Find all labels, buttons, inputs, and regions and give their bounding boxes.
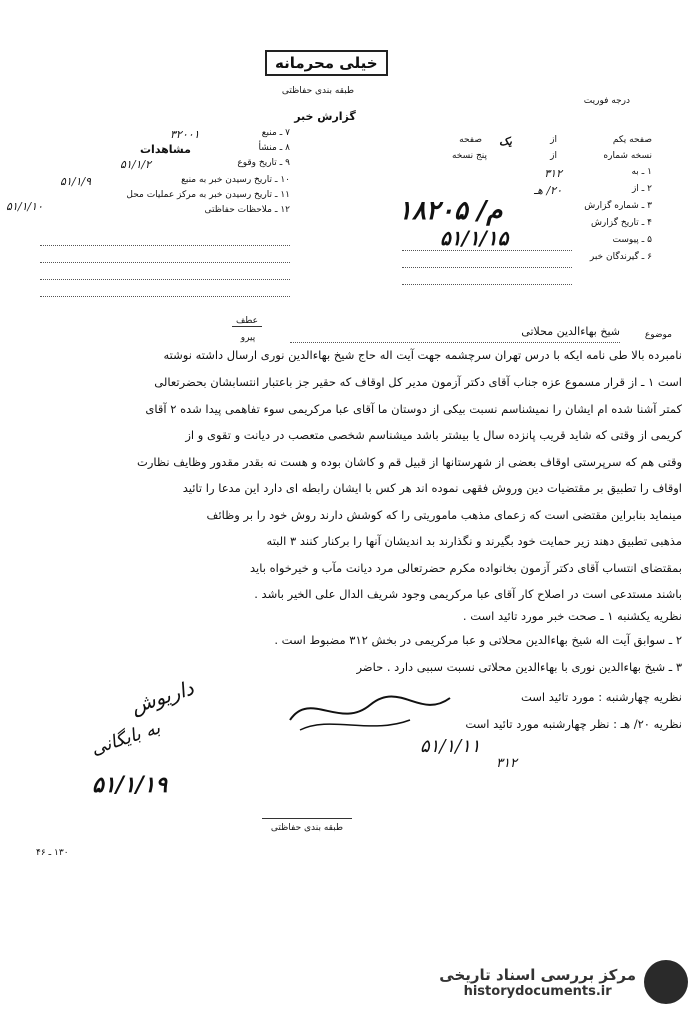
body-line: است ۱ ـ از قرار مسموع عزه جناب آقای دکتر آزمون مدیر کل اوقاف که حقیر جز باعتبار انتسابشان بحضرتعالی (154, 375, 682, 389)
separator-line (402, 250, 572, 251)
source-received-field (40, 175, 290, 190)
to-field (402, 167, 652, 184)
origin-field (40, 143, 290, 158)
urgency-label: درجه فوریت (583, 96, 630, 106)
report-date-label: ۴ ـ تاریخ گزارش (590, 218, 652, 228)
subject-label: موضوع (644, 330, 672, 340)
report-title: گزارش خبر (294, 110, 356, 123)
center-received-value: ۵۱/۱/۱۰ (6, 200, 43, 213)
opinion-line: ۲ ـ سوابق آیت اله شیخ بهاءالدین محلاتی و عبا مرکریمی در بخش ۳۱۲ مضبوط است . (274, 633, 682, 647)
from-field-label: ۲ ـ از (631, 184, 652, 194)
peyro-label: پیرو (240, 333, 256, 343)
handwritten-date: ۵۱/۱/۱۱ (420, 736, 481, 757)
separator-line (402, 284, 572, 285)
logo-icon (644, 960, 688, 1004)
form-code: ۱۳۰ ـ ۴۶ (36, 848, 69, 858)
source-received-label: ۱۰ ـ تاریخ رسیدن خبر به منبع (181, 175, 290, 185)
page-field (402, 135, 652, 151)
report-number-label: ۳ ـ شماره گزارش (584, 201, 652, 211)
body-line: کمتر آشنا شده ام ایشان را نمیشناسم نسبت بیکی از دوستان ما آقای عبا مرکریمی سوء تفاهمی پیدا شده ۲ آقای (145, 402, 682, 416)
origin-value: مشاهدات (140, 143, 191, 156)
body-line: مینماید بنابراین مقتضی است که زعمای مذهب ماموریتی را که کوشش دارند روش خود را بر وظائف (206, 508, 682, 522)
classification-stamp (265, 50, 388, 76)
page-field-value: یک (499, 135, 512, 148)
page-field-label: صفحه یکم (612, 135, 652, 145)
report-date-handwritten: ۵۱/۱/۱۵ (440, 226, 509, 250)
recipients-label: ۶ ـ گیرندگان خبر (589, 252, 652, 262)
source-label: ۷ ـ منبع (261, 128, 290, 138)
source-value: ۳۲۰۰۱ (170, 128, 200, 141)
copy-field (402, 151, 652, 167)
subject-value: شیخ بهاءالدین محلاتی (521, 325, 620, 338)
body-line: باشند مستدعی است در اصلاح کار آقای عبا مرکریمی وجود شریف الدال علی الخیر باشد . (254, 587, 682, 601)
body-line: وقتی هم که سرپرستی اوقاف بعضی از شهرستانها از قبیل قم و کاشان بوده و هست نه بقدر مقدور وظایف نظارت (137, 455, 682, 469)
report-number-handwritten: ۱۸۲۰۵ /م (398, 196, 503, 226)
from-field-value: ۲۰/ هـ (533, 184, 562, 197)
origin-label: ۸ ـ منشأ (258, 143, 290, 153)
notes-line (40, 262, 290, 263)
footer-classification: طبقه بندی حفاظتی (270, 823, 344, 833)
atf-label: عطف (232, 316, 262, 327)
body-line: کریمی از وقتی که شاید قریب پانزده سال یا بیشتر باشد میشناسم شخصی متعصب در دیانت و تقوی و از (185, 428, 682, 442)
source-field (40, 128, 290, 143)
handwritten-note: به بایگانی (88, 717, 163, 760)
separator-line (402, 267, 572, 268)
occurrence-date-value: ۵۱/۱/۲ (120, 158, 152, 171)
to-field-value: ۳۱۲ (544, 167, 562, 180)
page-field-unit: صفحه (459, 135, 482, 145)
stamp-text: خیلی محرمانه (265, 50, 388, 76)
source-received-value: ۵۱/۱/۹ (60, 175, 92, 188)
body-line: نامبرده بالا طی نامه ایکه با درس تهران سرچشمه جهت آیت اله حاج شیخ بهاءالدین نوری ارسال داشته نوشته (163, 348, 682, 362)
handwritten-ref: ۳۱۲ (496, 756, 517, 771)
opinion-line: نظریه ۲۰/ هـ : نظر چهارشنبه مورد تائید است (465, 717, 682, 731)
center-received-field (40, 190, 290, 205)
copy-field-from: از (550, 151, 557, 161)
watermark-name: مرکز بررسی اسناد تاریخی (439, 965, 636, 984)
opinion-line: نظریه چهارشنبه : مورد تائید است (520, 690, 682, 704)
copy-field-unit: پنج نسخه (451, 151, 487, 161)
body-line: مذهبی تطبیق دهند زیر حمایت خود بگیرند و نگذارند بد اندیشان آنها را برکنار کنند ۳ البته (266, 534, 682, 548)
subject-line (290, 342, 620, 343)
copy-field-label: نسخه شماره (603, 151, 652, 161)
watermark-url: historydocuments.ir (463, 983, 612, 999)
body-line: بمقتضای انتساب آقای دکتر آزمون بخانواده مکرم حضرتعالی مرد دیانت مآب و خیرخواه باید (250, 561, 682, 575)
signature-mark (280, 680, 480, 740)
footer-rule (262, 818, 352, 819)
notes-line (40, 245, 290, 246)
watermark (439, 960, 688, 1004)
opinion-line: ۳ ـ شیخ بهاءالدین نوری با بهاءالدین محلاتی نسبت سببی دارد . حاضر (356, 660, 682, 674)
handwritten-note: داریوش (127, 675, 197, 719)
to-field-label: ۱ ـ به (631, 167, 652, 177)
occurrence-date-label: ۹ ـ تاریخ وقوع (237, 158, 290, 168)
page-field-from: از (550, 135, 557, 145)
occurrence-date-field (40, 158, 290, 175)
attachment-label: ۵ ـ پیوست (612, 235, 652, 245)
body-line: اوقاف را تطبیق بر مقتضیات دین وروش فقهی نموده اند هر کس با ایشان رابطه ای دارد این مدعا را تائید (182, 481, 682, 495)
notes-line (40, 279, 290, 280)
classification-label: طبقه بندی حفاظتی (281, 86, 355, 96)
left-field-block (40, 128, 290, 220)
security-notes-label: ۱۲ ـ ملاحظات حفاظتی (204, 205, 290, 215)
notes-line (40, 296, 290, 297)
center-received-label: ۱۱ ـ تاریخ رسیدن خبر به مرکز عملیات محل (126, 190, 290, 200)
opinion-line: نظریه یکشنبه ۱ ـ صحت خبر مورد تائید است . (462, 609, 682, 623)
handwritten-date: ۵۱/۱/۱۹ (92, 772, 168, 798)
